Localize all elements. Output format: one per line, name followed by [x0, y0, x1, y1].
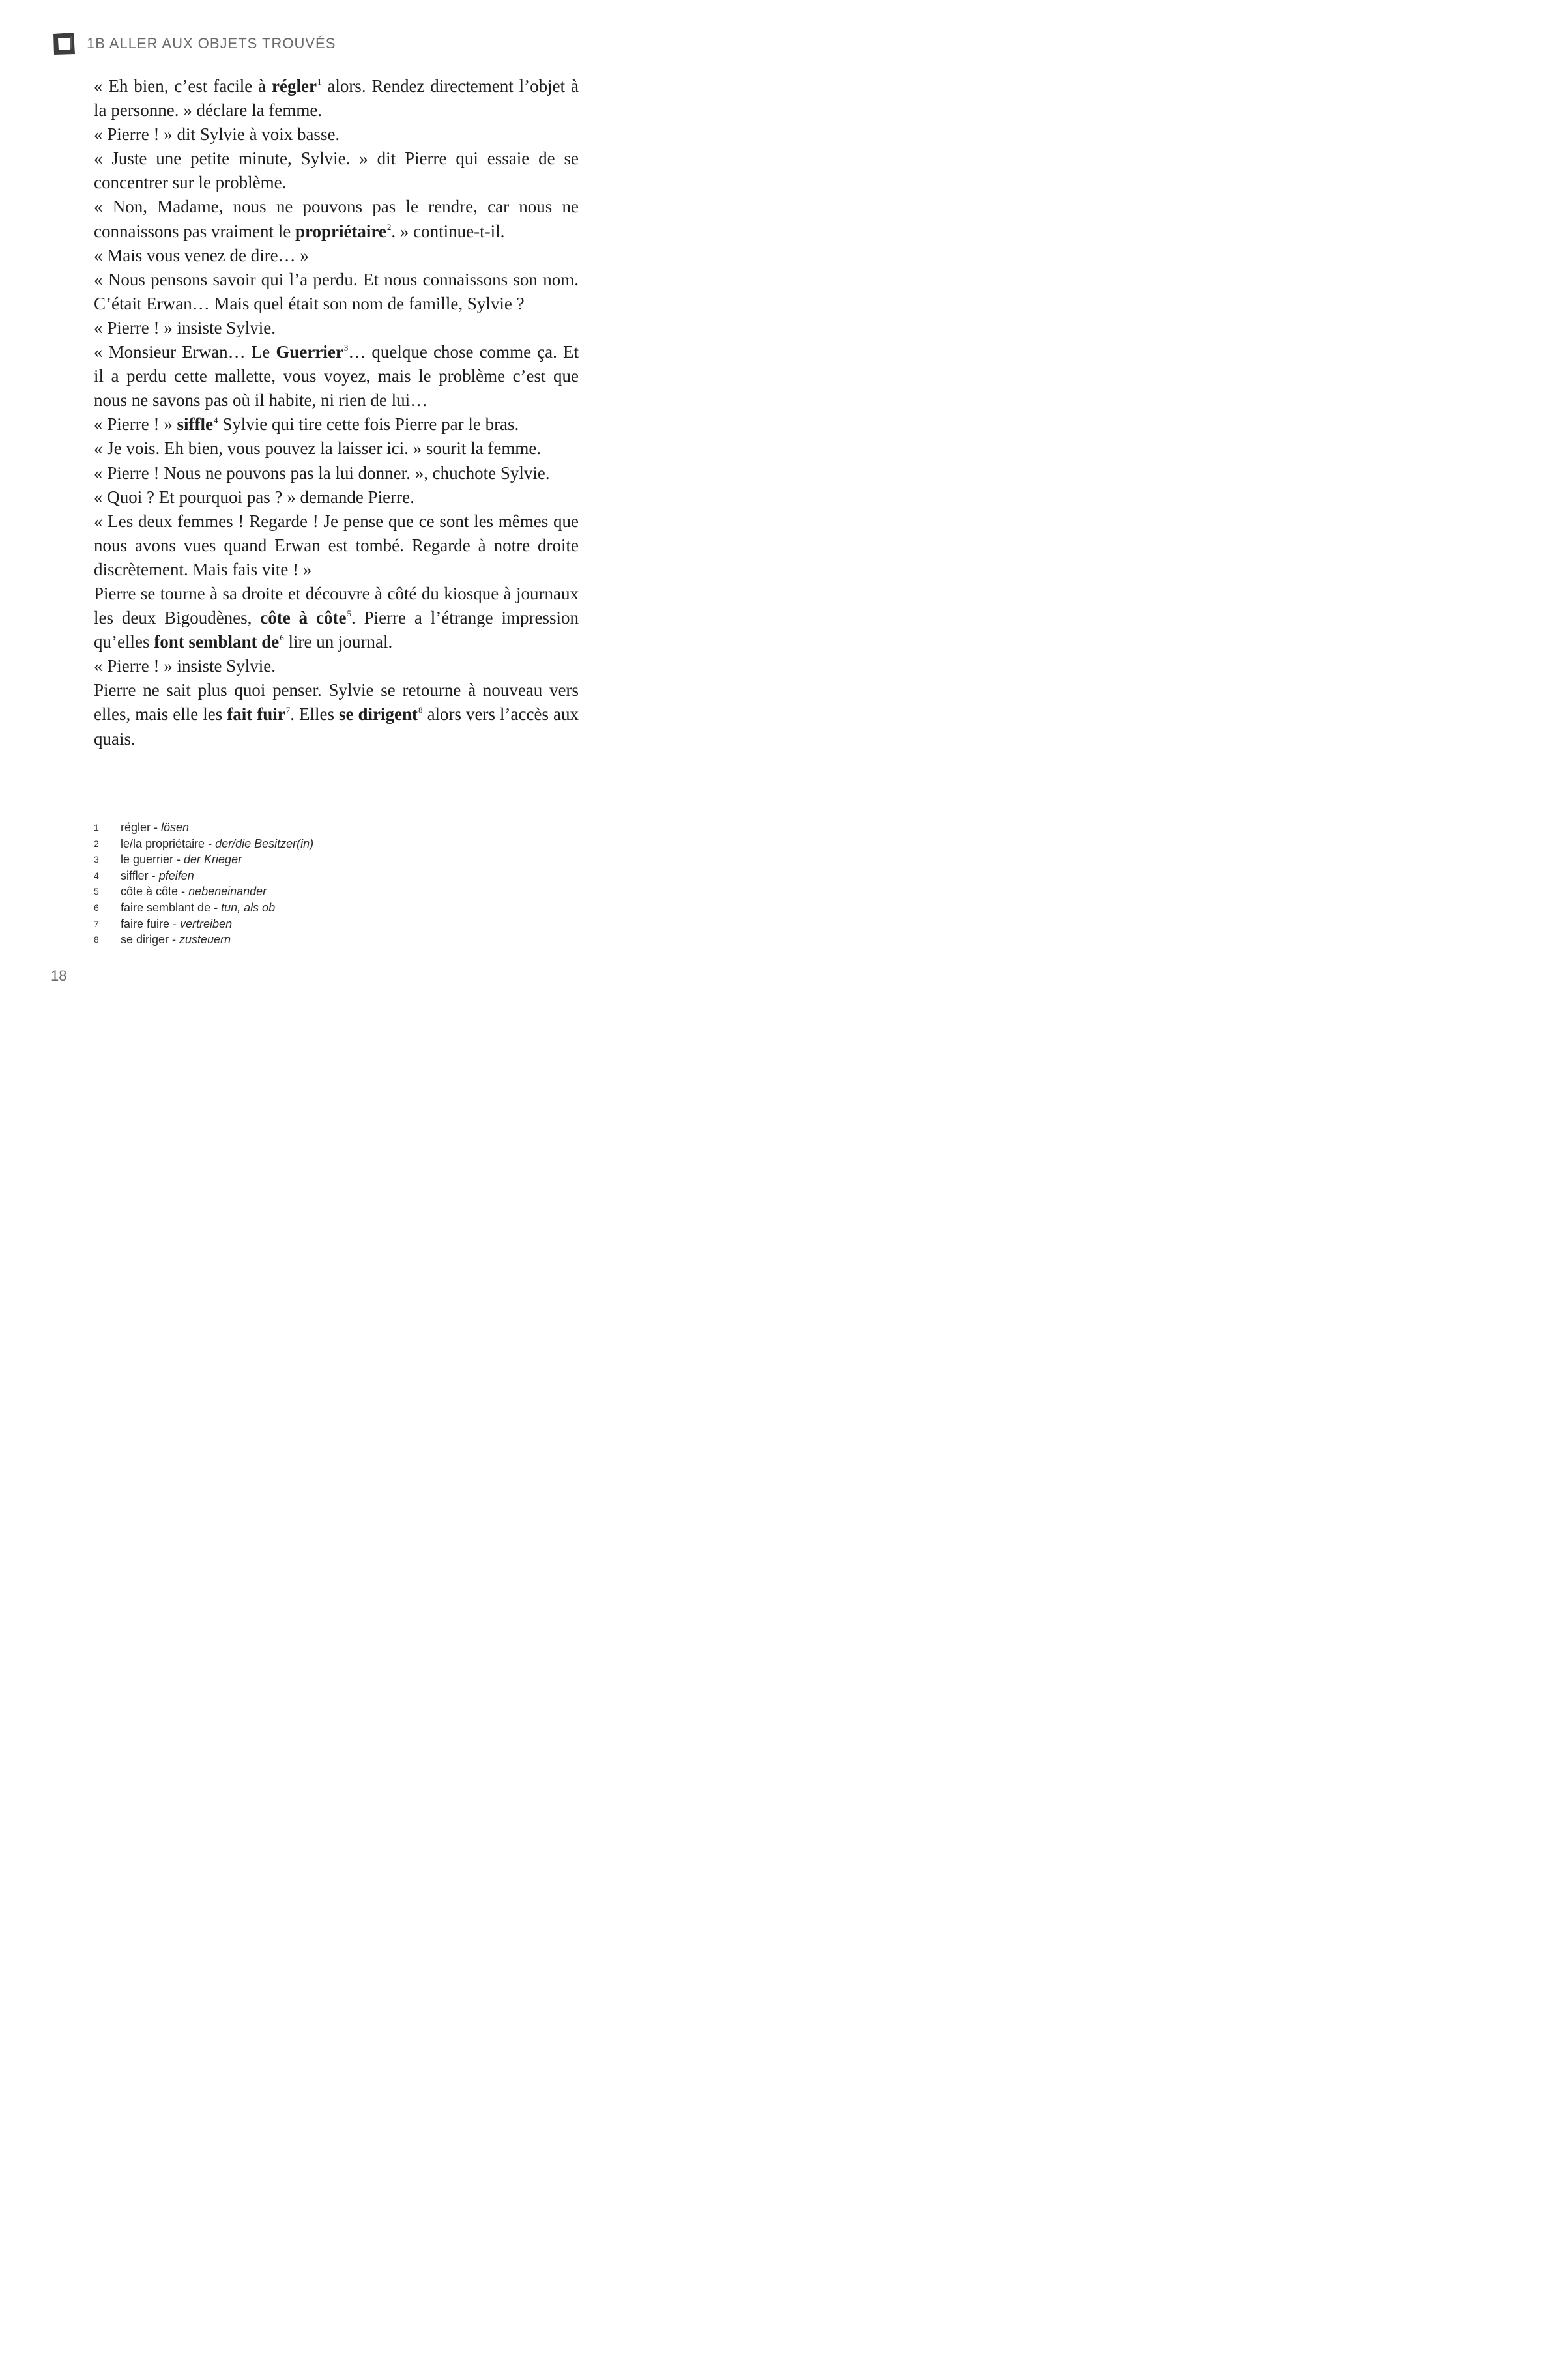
paragraph-text: . Pierre a l’étrange impression qu’elles [94, 608, 579, 652]
book-chapter-icon [52, 32, 76, 55]
footnote-item [94, 852, 550, 868]
paragraph-text: « Juste une petite minute, Sylvie. » dit Pierre qui essaie de se concentrer sur le problème. [94, 149, 579, 193]
story-paragraph [94, 485, 579, 509]
story-paragraph [94, 122, 579, 147]
footnote-german-translation: zusteuern [179, 933, 231, 947]
vocabulary-term: fait fuir [227, 704, 285, 724]
paragraph-text: « Je vois. Eh bien, vous pouvez la laisser ici. » sourit la femme. [94, 438, 542, 459]
vocabulary-term: régler [272, 76, 317, 96]
footnote-german-translation: der/die Besitzer(in) [215, 837, 314, 850]
footnote-item [94, 883, 550, 900]
paragraph-text: « Eh bien, c’est facile à [94, 76, 272, 96]
footnote-number: 3 [94, 854, 99, 865]
story-paragraph [94, 654, 579, 678]
footnote-reference: 6 [280, 633, 284, 643]
book-page [0, 0, 667, 1016]
paragraph-text: « Pierre ! » [94, 414, 177, 435]
footnote-item [94, 868, 550, 884]
footnote-number: 1 [94, 822, 99, 833]
footnote-reference: 1 [317, 77, 322, 87]
footnote-french-term: faire semblant de - [121, 900, 222, 914]
vocabulary-footnotes [94, 820, 550, 948]
paragraph-text: « Mais vous venez de dire… » [94, 245, 309, 265]
paragraph-text: « Les deux femmes ! Regarde ! Je pense que ce sont les mêmes que nous avons vues quand Erwan est tombé. Regarde à notre droite discrètement. Mais fais vite ! » [94, 511, 579, 579]
footnote-number: 7 [94, 918, 99, 929]
footnote-reference: 7 [285, 705, 291, 715]
paragraph-text: Sylvie qui tire cette fois Pierre par le bras. [218, 414, 519, 435]
paragraph-text: « Monsieur Erwan… Le [94, 342, 276, 362]
footnote-reference: 4 [213, 415, 218, 425]
vocabulary-term: font semblant de [154, 632, 280, 652]
paragraph-text: « Quoi ? Et pourquoi pas ? » demande Pierre. [94, 487, 414, 507]
footnote-number: 6 [94, 902, 99, 913]
footnote-number: 4 [94, 870, 99, 881]
footnote-german-translation: lösen [161, 821, 190, 834]
story-paragraph [94, 509, 579, 582]
paragraph-text: « Pierre ! Nous ne pouvons pas la lui donner. », chuchote Sylvie. [94, 463, 550, 483]
footnote-reference: 3 [343, 343, 349, 353]
footnote-german-translation: pfeifen [158, 868, 194, 882]
paragraph-text: Pierre ne sait plus quoi penser. Sylvie se retourne à nouveau vers elles, mais elle les [94, 680, 579, 724]
paragraph-text: « Nous pensons savoir qui l’a perdu. Et nous connaissons son nom. C’était Erwan… Mais quel était son nom de famille, Sylvie ? [94, 269, 579, 313]
vocabulary-term: Guerrier [276, 342, 343, 362]
paragraph-text: Pierre se tourne à sa droite et découvre à côté du kiosque à journaux les deux Bigoudènes, [94, 583, 579, 628]
story-paragraph [94, 461, 579, 485]
footnote-reference: 8 [418, 705, 423, 715]
paragraph-text: alors vers l’accès aux quais. [94, 704, 579, 749]
story-paragraph [94, 678, 579, 751]
story-paragraph [94, 437, 579, 461]
footnote-french-term: siffler - [121, 868, 159, 882]
story-paragraph [94, 316, 579, 340]
paragraph-text: alors. Rendez directement l’objet à la personne. » déclare la femme. [94, 76, 579, 121]
story-paragraph [94, 340, 579, 412]
paragraph-text: « Pierre ! » insiste Sylvie. [94, 317, 276, 337]
vocabulary-term: côte à côte [260, 608, 347, 628]
story-paragraph [94, 74, 579, 122]
vocabulary-term: se dirigent [339, 704, 418, 724]
footnote-french-term: se diriger - [121, 933, 180, 947]
footnote-item [94, 820, 550, 836]
story-paragraph [94, 412, 579, 437]
paragraph-text: « Non, Madame, nous ne pouvons pas le rendre, car nous ne connaissons pas vraiment le [94, 197, 579, 241]
story-text [94, 74, 579, 751]
footnote-french-term: côte à côte - [121, 885, 189, 898]
paragraph-text: « Pierre ! » dit Sylvie à voix basse. [94, 124, 340, 145]
footnote-french-term: faire fuire - [121, 917, 181, 930]
story-paragraph [94, 582, 579, 654]
paragraph-text: lire un journal. [283, 632, 393, 652]
footnote-reference: 2 [386, 222, 392, 232]
story-paragraph [94, 147, 579, 195]
paragraph-text: . Elles [290, 704, 340, 724]
footnote-item [94, 916, 550, 932]
footnote-item [94, 836, 550, 852]
footnote-german-translation: vertreiben [180, 917, 233, 930]
footnote-number: 2 [94, 838, 99, 849]
footnote-german-translation: tun, als ob [221, 900, 276, 914]
story-paragraph [94, 268, 579, 316]
vocabulary-term: propriétaire [295, 221, 386, 241]
footnote-reference: 5 [347, 609, 351, 619]
footnote-french-term: le/la propriétaire - [121, 837, 216, 850]
chapter-title: 1B ALLER AUX OBJETS TROUVÉS [87, 35, 336, 51]
footnote-item [94, 932, 550, 948]
vocabulary-term: siffle [177, 414, 213, 435]
footnote-number: 5 [94, 886, 99, 897]
story-paragraph [94, 244, 579, 268]
footnote-french-term: le guerrier - [121, 853, 184, 867]
story-paragraph [94, 195, 579, 243]
footnote-german-translation: nebeneinander [188, 885, 267, 898]
footnote-item [94, 900, 550, 916]
paragraph-text: . » continue-t-il. [391, 221, 505, 241]
footnote-french-term: régler - [121, 821, 162, 834]
footnote-german-translation: der Krieger [184, 853, 242, 867]
page-number: 18 [51, 968, 67, 984]
paragraph-text: … quelque chose comme ça. Et il a perdu cette mallette, vous voyez, mais le problème c’est que nous ne savons pas où il habite, ni rien de lui… [94, 342, 579, 410]
paragraph-text: « Pierre ! » insiste Sylvie. [94, 656, 276, 676]
footnote-number: 8 [94, 934, 99, 945]
